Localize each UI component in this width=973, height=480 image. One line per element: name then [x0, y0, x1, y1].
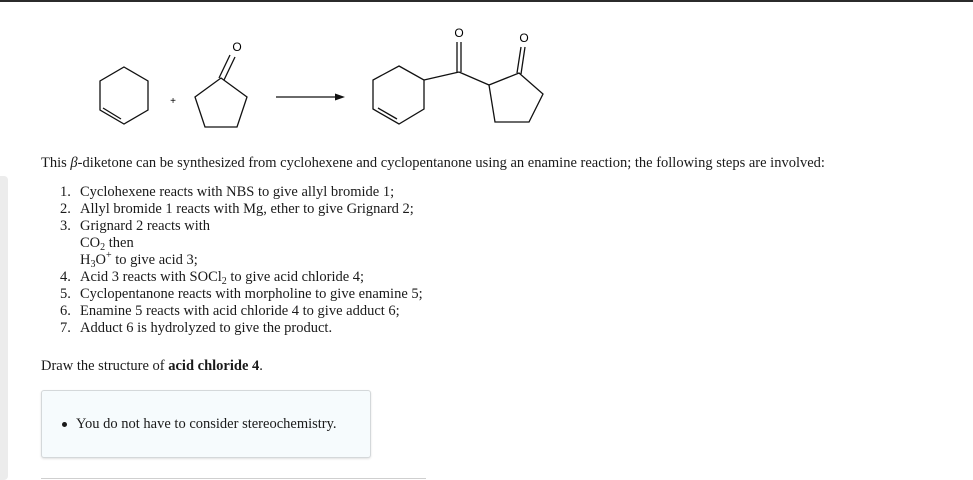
synthesis-steps-list: [54, 184, 423, 337]
step-text: to give acid 3;: [111, 252, 198, 268]
oxygen-label: O: [232, 40, 242, 54]
hint-text: You do not have to consider stereochemistry.: [76, 416, 337, 432]
list-item: [54, 320, 423, 337]
step-text: Allyl bromide 1 reacts with Mg, ether to give Grignard 2;: [80, 201, 414, 217]
question-text: [41, 358, 263, 375]
step-number: 3.: [60, 218, 71, 234]
question-target: acid chloride 4: [168, 358, 260, 374]
intro-text: [41, 155, 825, 172]
step-text: to give acid chloride 4;: [226, 269, 365, 285]
h3o-subscript: 3: [90, 259, 96, 270]
intro-suffix: -diketone can be synthesized from cyclohexene and cyclopentanone using an enamine reaction; the following steps are involved:: [77, 155, 825, 171]
step-text: Cyclohexene reacts with NBS to give allyl bromide 1;: [80, 184, 395, 200]
step-text: Grignard 2 reacts with: [80, 218, 211, 234]
step-number: 4.: [60, 269, 71, 285]
hint-list: [76, 416, 337, 433]
list-item: [54, 286, 423, 303]
bullet-icon: [62, 422, 67, 427]
question-suffix: .: [259, 358, 263, 374]
list-item: [54, 201, 423, 218]
divider: [41, 478, 426, 479]
reaction-arrow: [276, 94, 345, 101]
step-text: Enamine 5 reacts with acid chloride 4 to give adduct 6;: [80, 303, 400, 319]
step-number: 5.: [60, 286, 71, 302]
step-text: Adduct 6 is hydrolyzed to give the product.: [80, 320, 333, 336]
oxygen-label: O: [519, 31, 529, 45]
step-number: 6.: [60, 303, 71, 319]
step-text: Acid 3 reacts with: [80, 269, 190, 285]
h3o-superscript: +: [105, 250, 112, 261]
step-number: 7.: [60, 320, 71, 336]
beta-symbol: β: [70, 155, 78, 171]
beta-diketone-product-structure: [373, 26, 543, 124]
h3o-formula: H: [80, 252, 91, 268]
step-number: 2.: [60, 201, 71, 217]
list-item: [54, 184, 423, 201]
intro-prefix: This: [41, 155, 71, 171]
list-item: [76, 416, 337, 433]
list-item: [54, 269, 423, 286]
oxygen-label: O: [454, 26, 464, 40]
cyclopentanone-structure: [195, 40, 247, 127]
question-prefix: Draw the structure of: [41, 358, 169, 374]
reaction-scheme: [0, 0, 973, 150]
list-item: [54, 303, 423, 320]
co2-formula: CO: [80, 235, 101, 251]
step-text: Cyclopentanone reacts with morpholine to give enamine 5;: [80, 286, 423, 302]
h3o-formula-o: O: [95, 252, 106, 268]
cyclohexene-structure: [100, 67, 148, 124]
step-continuation: [54, 252, 423, 269]
plus-sign: +: [170, 96, 176, 107]
socl2-formula: SOCl: [189, 269, 222, 285]
socl2-subscript: 2: [221, 276, 227, 287]
co2-subscript: 2: [100, 242, 106, 253]
list-item: [54, 218, 423, 269]
hint-box: [41, 390, 371, 458]
left-scroll-rail: [0, 176, 8, 480]
step-text: then: [105, 235, 134, 251]
step-number: 1.: [60, 184, 71, 200]
